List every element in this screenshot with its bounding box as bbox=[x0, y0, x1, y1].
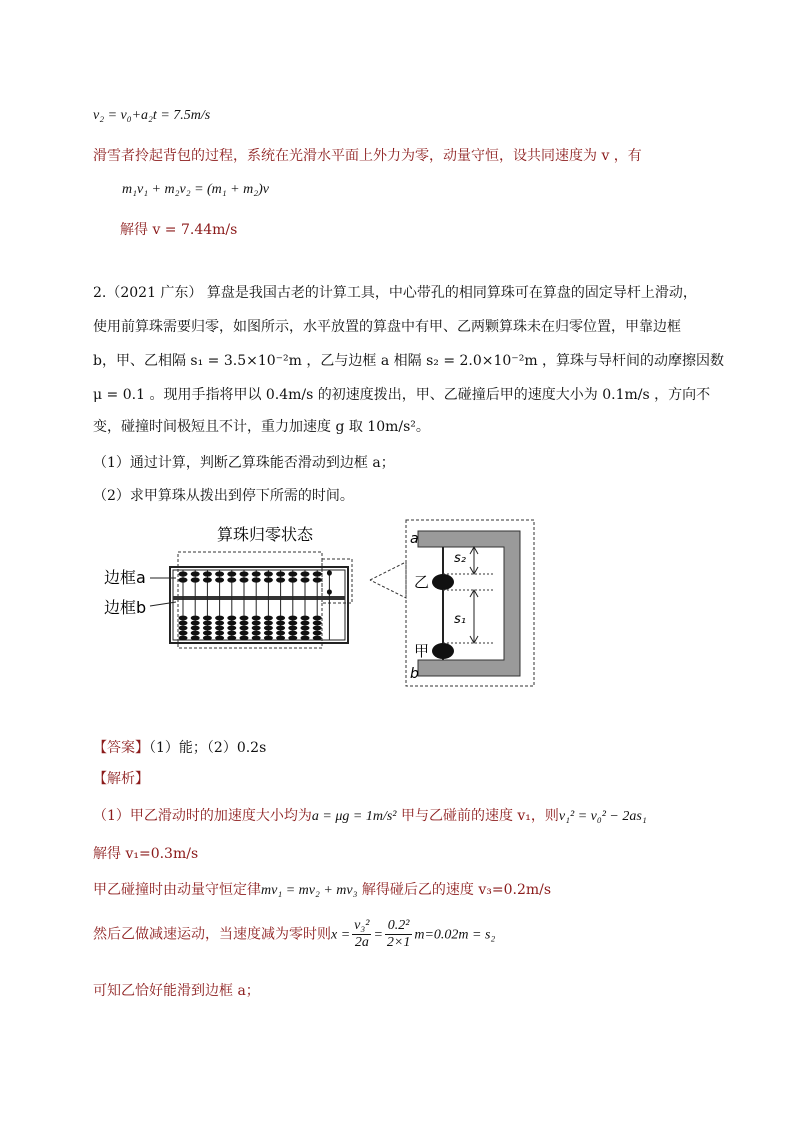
abacus-bead bbox=[313, 621, 322, 626]
bead-jia bbox=[432, 643, 454, 659]
abacus-bead bbox=[240, 636, 249, 641]
abacus-bead bbox=[227, 616, 236, 621]
figure-title: 算珠归零状态 bbox=[216, 525, 314, 544]
abacus-bead bbox=[215, 636, 224, 641]
abacus-bead bbox=[264, 616, 273, 621]
abacus-bead bbox=[203, 571, 212, 576]
abacus-bead bbox=[240, 626, 249, 631]
abacus-beam bbox=[173, 596, 345, 600]
step4-text: 然后乙做减速运动，当速度减为零时则 bbox=[93, 926, 331, 943]
abacus-bead bbox=[276, 577, 285, 582]
abacus-bead bbox=[264, 631, 273, 636]
abacus-bead bbox=[203, 621, 212, 626]
abacus-bead bbox=[276, 616, 285, 621]
abacus-bead bbox=[203, 616, 212, 621]
step4-x: x = bbox=[331, 927, 351, 943]
abacus-bead bbox=[252, 571, 261, 576]
abacus-bead bbox=[301, 616, 310, 621]
abacus-bead bbox=[264, 577, 273, 582]
abacus-bead bbox=[215, 571, 224, 576]
abacus-bead bbox=[227, 621, 236, 626]
abacus-bead bbox=[301, 577, 310, 582]
abacus-bead bbox=[252, 577, 261, 582]
s2-label: s₂ bbox=[454, 551, 466, 566]
abacus-bead bbox=[240, 621, 249, 626]
abacus-bead bbox=[191, 626, 200, 631]
abacus-bead bbox=[288, 626, 297, 631]
abacus-bead bbox=[252, 636, 261, 641]
abacus-bead bbox=[179, 631, 188, 636]
abacus-bead bbox=[227, 631, 236, 636]
abacus-bead bbox=[179, 571, 188, 576]
abacus-bead bbox=[215, 616, 224, 621]
abacus-bead bbox=[288, 631, 297, 636]
step1-text: （1）甲乙滑动时的加速度大小均为 bbox=[93, 808, 312, 824]
abacus-bead bbox=[313, 616, 322, 621]
abacus-bead bbox=[301, 621, 310, 626]
momentum-description: 滑雪者拎起背包的过程，系统在光滑水平面上外力为零，动量守恒，设共同速度为 v ，有 bbox=[93, 148, 642, 164]
abacus-bead bbox=[191, 616, 200, 621]
abacus-bead bbox=[240, 616, 249, 621]
abacus-bead bbox=[276, 571, 285, 576]
abacus-bead bbox=[327, 589, 332, 594]
abacus-bead bbox=[203, 636, 212, 641]
abacus-bead bbox=[215, 621, 224, 626]
abacus-bead bbox=[264, 621, 273, 626]
step3-text2: 解得碰后乙的速度 v₃=0.2m/s bbox=[357, 882, 552, 898]
abacus-bead bbox=[276, 626, 285, 631]
frame-a-label: 边框a bbox=[104, 568, 146, 587]
analysis-tag: 【解析】 bbox=[93, 771, 149, 787]
abacus-bead bbox=[179, 577, 188, 582]
abacus-bead bbox=[191, 577, 200, 582]
problem-line-3: b，甲、乙相隔 s₁ = 3.5×10⁻²m ，乙与边框 a 相隔 s₂ = 2.0×10⁻²m ，算珠与导杆间的动摩擦因数 bbox=[93, 353, 725, 369]
abacus-bead bbox=[240, 577, 249, 582]
abacus-bead bbox=[203, 577, 212, 582]
abacus-bead bbox=[227, 577, 236, 582]
abacus-bead bbox=[215, 577, 224, 582]
solution-step-5: 可知乙恰好能滑到边框 a； bbox=[93, 983, 260, 999]
problem-line-5: 变，碰撞时间极短且不计，重力加速度 g 取 10m/s²。 bbox=[93, 419, 430, 435]
step4-fraction-1: $\frac{\text{v₃²}}{2a}$ bbox=[354, 918, 370, 950]
frame-b-leader bbox=[150, 602, 176, 606]
abacus-bead bbox=[288, 621, 297, 626]
abacus-bead bbox=[301, 571, 310, 576]
abacus-bead bbox=[313, 636, 322, 641]
abacus-bead bbox=[252, 631, 261, 636]
jia-label: 甲 bbox=[414, 642, 430, 660]
problem-line-1: 2.（2021 广东） 算盘是我国古老的计算工具，中心带孔的相同算珠可在算盘的固定导杆上滑动， bbox=[93, 285, 697, 301]
abacus-bead bbox=[191, 631, 200, 636]
abacus-bead bbox=[301, 631, 310, 636]
velocity-equation: v₂ = v₀+a₂t = 7.5m/s bbox=[93, 108, 211, 123]
abacus-bead bbox=[215, 626, 224, 631]
frame-b-label: 边框b bbox=[104, 598, 147, 617]
step1-equation2: v₁² = v₀² − 2as₁ bbox=[558, 809, 647, 824]
step4-fraction-2: $\frac{\text{0.2²}}{2\times 1}$ bbox=[386, 918, 411, 950]
answer-tag: 【答案】 bbox=[93, 740, 149, 756]
abacus-bead bbox=[227, 571, 236, 576]
abacus-figure bbox=[0, 510, 794, 710]
abacus-bead bbox=[203, 631, 212, 636]
abacus-bead bbox=[288, 577, 297, 582]
yi-label: 乙 bbox=[414, 573, 430, 591]
abacus-bead bbox=[301, 636, 310, 641]
abacus-bead bbox=[288, 616, 297, 621]
s1-label: s₁ bbox=[454, 612, 466, 627]
step4-tail: m=0.02m = s₂ bbox=[414, 927, 496, 943]
answer-text: （1）能；（2）0.2s bbox=[149, 740, 267, 756]
abacus-bead bbox=[240, 631, 249, 636]
abacus-bead bbox=[191, 571, 200, 576]
abacus-bead bbox=[227, 636, 236, 641]
abacus-bead bbox=[313, 631, 322, 636]
question-2: （2）求甲算珠从拨出到停下所需的时间。 bbox=[93, 488, 354, 504]
abacus-bead bbox=[179, 616, 188, 621]
edge-a-label: a bbox=[410, 531, 419, 547]
step1-equation: a = μg = 1m/s² bbox=[311, 809, 397, 824]
abacus-bead bbox=[264, 636, 273, 641]
solve-result: 解得 v = 7.44m/s bbox=[120, 222, 238, 238]
abacus-bead bbox=[252, 626, 261, 631]
abacus-bead bbox=[327, 570, 332, 575]
abacus-bead bbox=[252, 621, 261, 626]
abacus-bead bbox=[264, 626, 273, 631]
edge-b-label: b bbox=[410, 666, 419, 682]
momentum-equation: m₁v₁ + m₂v₂ = (m₁ + m₂)v bbox=[122, 182, 269, 197]
step3-equation: mv₁ = mv₂ + mv₃ bbox=[261, 883, 358, 898]
abacus-bead bbox=[240, 571, 249, 576]
abacus-bead bbox=[301, 626, 310, 631]
solution-step-1 bbox=[93, 805, 647, 825]
abacus-bead bbox=[179, 626, 188, 631]
question-1: （1）通过计算，判断乙算珠能否滑动到边框 a； bbox=[93, 455, 395, 471]
solution-step-2: 解得 v₁=0.3m/s bbox=[93, 846, 199, 862]
abacus-bead bbox=[191, 621, 200, 626]
abacus-bead bbox=[203, 626, 212, 631]
step1-text2: 甲与乙碰前的速度 v₁，则 bbox=[396, 808, 559, 824]
abacus-bead bbox=[227, 626, 236, 631]
abacus-bead bbox=[288, 571, 297, 576]
abacus-bead bbox=[264, 571, 273, 576]
abacus-bead bbox=[313, 571, 322, 576]
answer-line bbox=[93, 737, 266, 757]
abacus-bead bbox=[313, 626, 322, 631]
abacus-bead bbox=[276, 636, 285, 641]
abacus-bead bbox=[252, 616, 261, 621]
solution-step-3 bbox=[93, 879, 551, 899]
abacus-bead bbox=[276, 621, 285, 626]
abacus-bead bbox=[191, 636, 200, 641]
solution-step-4: 然后乙做减速运动，当速度减为零时则x = $\frac{\text{v₃²}}{2a}$ = $\frac{\text{0.2²}}{2\times 1}$ m=0.02m = s₂ bbox=[93, 918, 496, 950]
bead-yi bbox=[432, 574, 454, 590]
abacus-bead bbox=[179, 621, 188, 626]
abacus-bead bbox=[179, 636, 188, 641]
step3-text: 甲乙碰撞时由动量守恒定律 bbox=[93, 882, 261, 898]
problem-line-4: μ = 0.1 。现用手指将甲以 0.4m/s 的初速度拨出，甲、乙碰撞后甲的速度大小为 0.1m/s ，方向不 bbox=[93, 387, 711, 403]
callout-wedge bbox=[370, 562, 406, 598]
abacus-bead bbox=[313, 577, 322, 582]
abacus-bead bbox=[276, 631, 285, 636]
abacus-bead bbox=[288, 636, 297, 641]
problem-line-2: 使用前算珠需要归零，如图所示，水平放置的算盘中有甲、乙两颗算珠未在归零位置，甲靠边框 bbox=[93, 319, 681, 335]
abacus-rods bbox=[179, 570, 332, 640]
abacus-bead bbox=[215, 631, 224, 636]
